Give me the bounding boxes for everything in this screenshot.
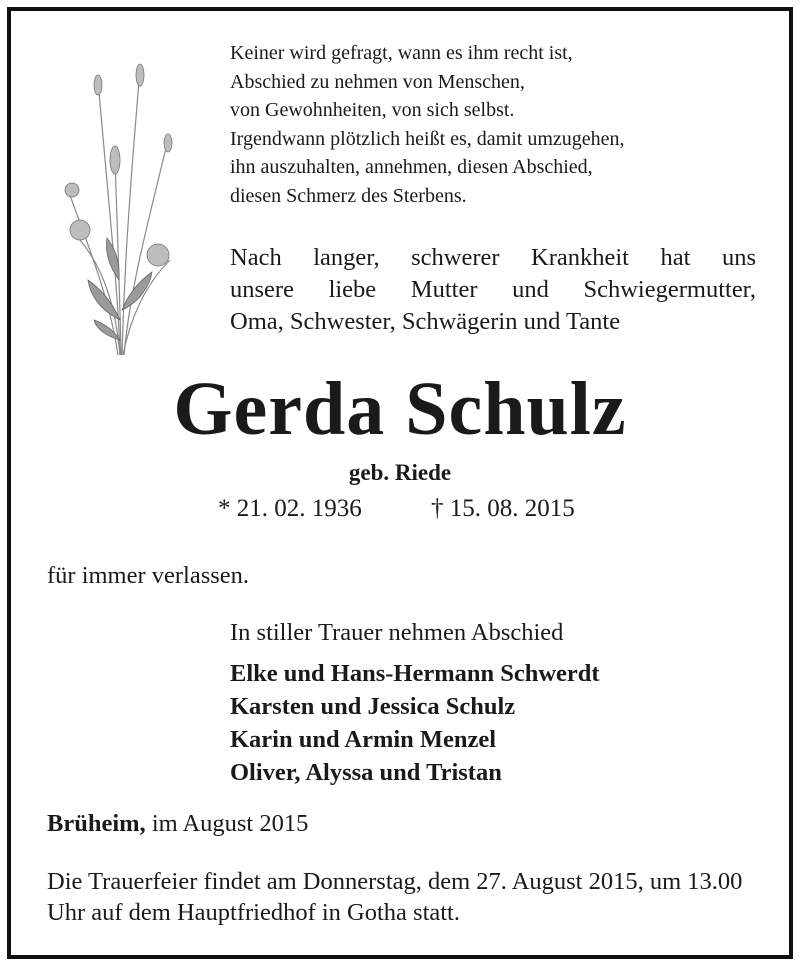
mourner-name: Elke und Hans-Hermann Schwerdt [230,660,600,687]
intro-line: Nach langer, schwerer Krankheit hat uns [230,244,756,271]
intro-line: Oma, Schwester, Schwägerin und Tante [230,308,621,335]
intro-line: unsere liebe Mutter und Schwiegermutter, [230,276,756,303]
poem-line: ihn auszuhalten, annehmen, diesen Abschied, [230,156,593,179]
maiden-name: geb. Riede [348,460,452,485]
poem-line: Keiner wird gefragt, wann es ihm recht ist, [230,42,573,64]
deceased-name: Gerda Schulz [173,367,627,451]
death-date: † 15. 08. 2015 [431,495,575,522]
poem-line: von Gewohnheiten, von sich selbst. [230,99,515,122]
place-and-date [47,808,308,840]
birth-date: * 21. 02. 1936 [218,495,362,522]
left-forever-text: für immer verlassen. [47,562,250,589]
poem-line: diesen Schmerz des Sterbens. [230,184,467,207]
announcement-intro [230,242,756,338]
funeral-notice: Die Trauerfeier findet am Donnerstag, dem 27. August 2015, um 13.00 Uhr auf dem Hauptfriedhof in Gotha statt. [47,868,743,926]
place-date: im August 2015 [151,810,309,837]
grass-bouquet-icon [50,40,180,360]
place-town: Brüheim, [47,810,146,837]
mourner-name: Oliver, Alyssa und Tristan [230,759,502,786]
mourner-name: Karin und Armin Menzel [230,726,497,753]
mourners-list [230,657,600,789]
mourner-name: Karsten und Jessica Schulz [230,693,516,720]
poem-line: Irgendwann plötzlich heißt es, damit umzugehen, [230,127,625,150]
poem [230,39,770,211]
mourning-intro: In stiller Trauer nehmen Abschied [230,619,564,646]
poem-line: Abschied zu nehmen von Menschen, [230,70,525,93]
